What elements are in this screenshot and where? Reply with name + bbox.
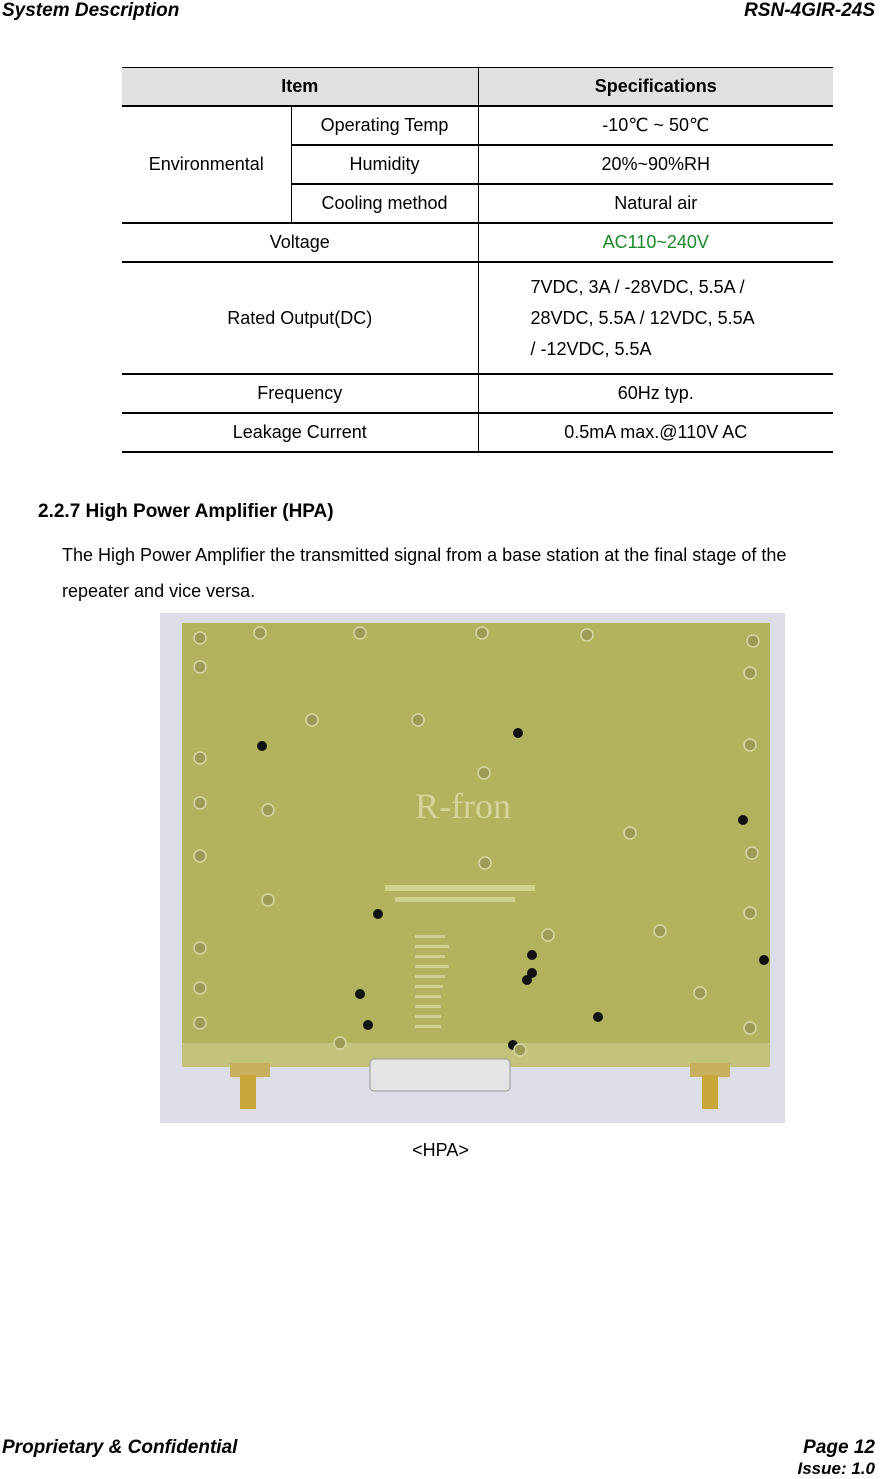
screw-hole-dark [513,728,523,738]
screw-hole-dark [257,741,267,751]
screw-hole-light [194,752,206,764]
row-label: Cooling method [291,184,478,223]
screw-hole-light [744,667,756,679]
screw-hole-light [306,714,318,726]
rated-output-line: 28VDC, 5.5A / 12VDC, 5.5A [530,307,755,328]
row-value: AC110~240V [478,223,833,262]
screw-hole-light [542,929,554,941]
sma-connector-right [702,1075,718,1109]
screw-hole-light [747,635,759,647]
table-row [122,413,833,452]
figure-caption: <HPA> [412,1140,469,1160]
screw-hole-light [194,982,206,994]
section-paragraph: The High Power Amplifier the transmitted signal from a base station at the final stage of the repeater and vice versa. [62,545,787,601]
environmental-label: Environmental [122,106,291,223]
table-row [122,106,833,145]
screw-hole-light [744,907,756,919]
screw-hole-light [694,987,706,999]
screw-hole-light [194,850,206,862]
row-value [478,262,833,374]
header-model: RSN-4GIR-24S [744,0,875,21]
screw-hole-light [744,739,756,751]
screw-hole-dark [373,909,383,919]
d-sub-connector [370,1059,510,1091]
screw-hole-dark [759,955,769,965]
row-label: Frequency [122,374,478,413]
table-row [122,223,833,262]
row-label: Leakage Current [122,413,478,452]
screw-hole-light [654,925,666,937]
rated-output-line: 7VDC, 3A / -28VDC, 5.5A / [530,276,745,297]
screw-hole-dark [355,989,365,999]
screw-hole-light [412,714,424,726]
row-value: 60Hz typ. [478,374,833,413]
hpa-photo [160,613,785,1123]
column-header-specifications: Specifications [478,68,833,107]
screw-hole-dark [593,1012,603,1022]
screw-hole-light [354,627,366,639]
screw-hole-dark [527,968,537,978]
screw-hole-light [581,629,593,641]
section-heading: 2.2.7 High Power Amplifier (HPA) [38,501,334,522]
screw-hole-light [479,857,491,869]
table-row [122,262,833,374]
table-header-row [122,68,833,107]
header-title: System Description [2,0,180,21]
screw-hole-light [254,627,266,639]
column-header-item: Item [122,68,478,107]
sma-connector-left [240,1075,256,1109]
rf-connector-left [230,1063,270,1077]
rf-connector-right [690,1063,730,1077]
brand-logo: R-fron [415,786,511,826]
footer-confidential: Proprietary & Confidential [2,1437,238,1458]
amplifier-panel [182,623,770,1051]
row-label: Humidity [291,145,478,184]
screw-hole-light [744,1022,756,1034]
screw-hole-light [478,767,490,779]
table-row [122,374,833,413]
screw-hole-light [262,894,274,906]
screw-hole-light [194,632,206,644]
screw-hole-light [624,827,636,839]
screw-hole-light [746,847,758,859]
screw-hole-dark [363,1020,373,1030]
row-label: Voltage [122,223,478,262]
footer-page-number: Page 12 [803,1437,875,1458]
screw-hole-light [476,627,488,639]
screw-hole-light [194,797,206,809]
row-value: 20%~90%RH [478,145,833,184]
screw-hole-light [514,1044,526,1056]
screw-hole-light [194,661,206,673]
screw-hole-dark [527,950,537,960]
row-value: Natural air [478,184,833,223]
screw-hole-dark [738,815,748,825]
screw-hole-light [194,1017,206,1029]
row-label: Operating Temp [291,106,478,145]
specifications-table [122,67,833,453]
row-value: 0.5mA max.@110V AC [478,413,833,452]
screw-hole-light [262,804,274,816]
rated-output-line: / -12VDC, 5.5A [530,338,652,359]
screw-hole-light [194,942,206,954]
screw-hole-light [334,1037,346,1049]
footer-issue: Issue: 1.0 [797,1459,875,1478]
row-label: Rated Output(DC) [122,262,478,374]
row-value: -10℃ ~ 50℃ [478,106,833,145]
